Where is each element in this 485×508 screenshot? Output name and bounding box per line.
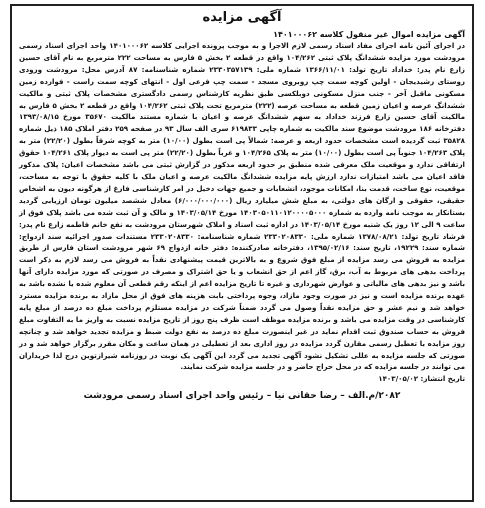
notice-title: آگهی مزایده bbox=[202, 10, 282, 25]
notice-body: در اجرای آئین نامه اجرای مفاد اسناد رسمی لازم الاجرا و به موجب پرونده اجرایی کلاسه ۱۴۰۱۰۰۰۶۲ واحد اجرای اسناد رسمی مرودشت مورد مزایده ششدانگ پلاک ثبتی ۱۰۴/۲۶۲ واقع در قطعه ۲ بخش ۵ فارس به مساحت ۲۲۲ مترمربع به نام آقای حسین زارع نام پدر: خداداد تاریخ تولد: ۱۳۶۶/۱۱/۰۱ شماره ملی: ۲۳۳۰۳۵۷۱۳۹ شماره شناسنامه: ۸۷ آدرس محل: مرودشت ورودی روستای رشیدیجان - اولین کوچه سمت چپ روبروی مسجد - سمت چپ فرعی اول - انتهای کوچه سمت راست - فوارده زمین مسکونی ماقبل آخر - جنب منزل مسکونی دوبلکسی طبق نظریه کارشناس رسمی دادگستری مشخصات پلاک ثبتی و مالکیت ششدانگ عرصه و اعیان زمین قطعه به مساحت عرصه (۲۲۲) مترمربع تحت پلاک ثبتی ۱۰۴/۲۶۲ واقع در قطعه ۲ بخش ۵ فارس به مالکیت آقای حسین زارع فرزند خداداد به سهم ششدانگ عرصه و اعیان با شماره مستند مالکیت ۳۵۶۷۰ مورخ ۱۳۹۳/۰۸/۱۵ دفترخانه ۱۸۶ مرودشت موضوع سند مالکیت به شماره چاپی ۶۱۹۸۳۳ سری الف سال ۹۳ در صفحه ۲۵۹ دفتر املاک ۱۸۵ ذیل شماره ۳۵۸۲۸ ثبت گردیده است مشخصات حدود اربعه و عرصه: شمالاً پی است بطول (۱۰/۰۰) متر به کوچه شرقاً بطول (۲۲/۲۰) متر به پلاک ۱۰۴/۲۶۳ جنوباً پی است بطول (۱۰/۰۰) متر به پلاک ۱۰۴/۲۶۵ و غرباً بطول (۲۲/۲۰) متر پی است به دیوار پلاک ۱۰۴/۲۶۱ حقوق ارتفاقی ندارد و موقعیت ملک معرفی شده منطبق بر حدود اربعه مذکور در گزارش ثبتی می باشد مشخصات اعیان: پلاک مذکور فاقد اعیان می باشد امتیازات ندارد ارزش پایه مزایده ششدانگ مالکیت عرصه و اعیان ملک با کلیه حقوق با توجه به مساحت، موقعیت، نوع ساخت، قدمت بنا، امکانات موجود، انشعابات و جمیع جهات دخیل در امر کارشناسی فارغ از هرگونه دیون به اشخاص حقیقی، حقوقی و ارگان های دولتی، به مبلغ شش میلیارد ریال (۶/۰۰۰/۰۰۰/۰۰۰) معادل ششصد میلیون تومان ارزیابی گردید بستانکار به موجب نامه وارده به شماره ۱۴۰۳۰۵۰۱۱۰۱۲۰۰۰۰۵۰۰۰ مورخ ۱۴۰۳/۰۵/۱۴ و مالک و آن ثبت شده می باشد پلاک فوق از ساعت ۹ الی ۱۲ روز یک شنبه مورخ ۱۴۰۳/۰۵/۱۴ در اداره ثبت اسناد و املاک شهرستان مرودشت به نفع خانم فاطمه زارع نام پدر: فرشاد تاریخ تولد: ۱۳۷۸/۰۸/۲۱ شماره ملی: ۲۳۳۰۲۰۸۳۳۰ شماره شناسنامه: ۲۳۳۰۲۰۸۳۳۰ مستندات صدور اجرائیه سند ازدواج: شماره سند: ۱۹۲۲۹، تاریخ سند: ۱۳۹۵/۰۲/۱۶، دفترخانه صادرکننده: دفتر خانه ازدواج ۶۹ شهر مرودشت استان فارس از طریق مزایده به فروش می رسد مزایده از مبلغ فوق شروع و به بالاترین قیمت پیشنهادی نقداً به فروش می رسد لازم به ذکر است پرداخت بدهی های مربوط به آب، برق، گاز اعم از حق انشعاب و یا حق اشتراک و مصرف در صورتی که مورد مزایده دارای آنها باشد و نیز بدهی های مالیاتی و عوارض شهرداری و غیره تا تاریخ مزایده اعم از اینکه رقم قطعی آن معلوم شده یا نشده باشد به عهده برنده مزایده است و نیز در صورت وجود مازاد، وجوه پرداختی بابت هزینه های فوق از محل مازاد به برنده مزایده مسترد خواهد شد و نیم عشر و حق مزایده نقداً وصول می گردد ضمناً شرکت در مزایده مستلزم پرداخت مبلغ ده درصد از مبلغ پایه کارشناسی در وقت مزایده می باشد و برنده مزایده موظف است ظرف پنج روز از تاریخ مزایده نسبت به واریز ما به التفاوت مبلغ فروش به حساب صندوق ثبت اقدام نماید در غیر اینصورت مبلغ ده درصد به نفع دولت ضبط و مزایده تجدید خواهد شد و چنانچه روز مزایده با تعطیل رسمی مقارن گردد مزایده در روز اداری بعد از تعطیلی در همان ساعت و مکان مقرر برگزار خواهد شد و در صورتی که جلسه مزایده به عللی تشکیل نشود آگهی تجدید می گردد این آگهی یک نوبت در روزنامه شیرازتوین درج لذا خریداران می توانند در جلسه مزایده که در محل حراج حاضر و در جلسه مزایده شرکت نمایند. bbox=[19, 41, 466, 372]
notice-subtitle: آگهی مزایده اموال غیر منقول کلاسه ۱۴۰۱۰۰۰۶۲ bbox=[273, 30, 465, 39]
publication-date: تاریخ انتشار: ۱۴۰۳/۰۵/۰۲ bbox=[378, 374, 465, 384]
auction-notice bbox=[10, 4, 474, 502]
notice-signature: ۲۰۸۲/م.الف – رضا حقانی نیا – رئیس واحد اجرای اسناد رسمی مرودشت bbox=[83, 391, 401, 402]
